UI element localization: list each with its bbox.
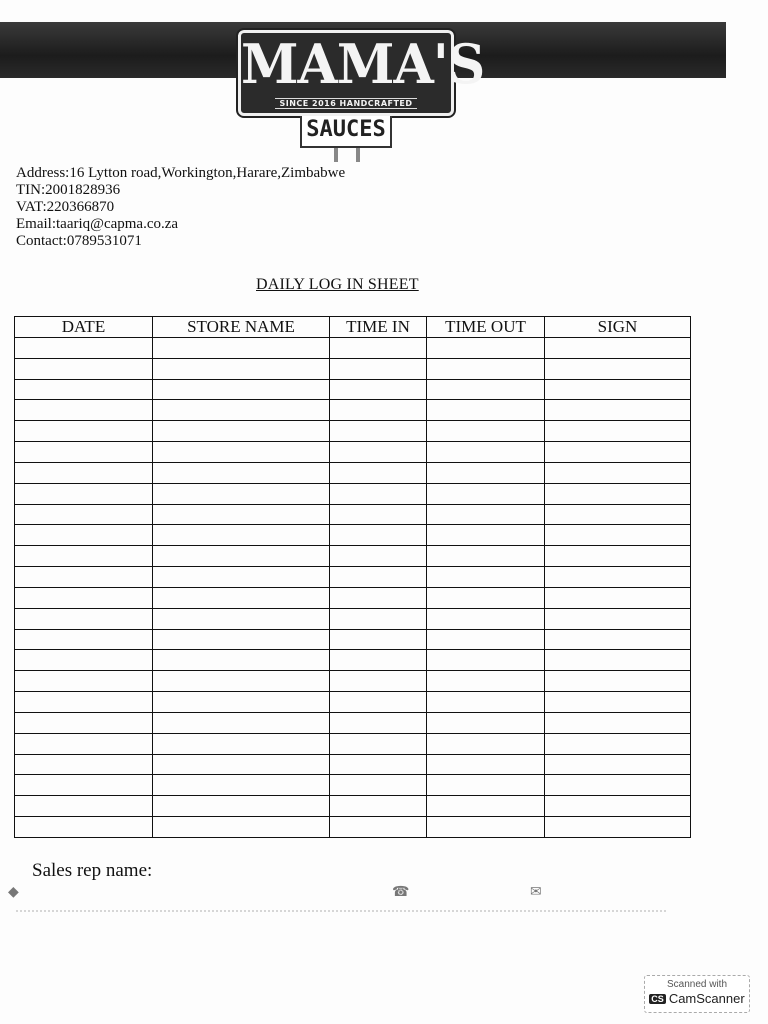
table-row [15,796,691,817]
cell-sign [545,796,691,817]
cell-time-out [427,733,545,754]
cell-time-in [330,442,427,463]
cell-time-out [427,712,545,733]
cell-date [15,442,153,463]
table-row [15,817,691,838]
company-address: Address:16 Lytton road,Workington,Harare,Zimbabwe [16,165,346,181]
cell-sign [545,358,691,379]
cell-time-out [427,692,545,713]
cell-time-out [427,358,545,379]
cell-time-out [427,567,545,588]
cell-sign [545,692,691,713]
cell-sign [545,733,691,754]
table-row [15,400,691,421]
cell-store-name [153,421,330,442]
cell-date [15,754,153,775]
table-row [15,462,691,483]
table-row [15,733,691,754]
cell-sign [545,712,691,733]
diamond-icon: ◆ [8,884,19,900]
cell-time-in [330,338,427,359]
cell-time-in [330,358,427,379]
cell-time-out [427,817,545,838]
column-header-time-out: TIME OUT [427,317,545,338]
table-row [15,546,691,567]
cell-time-out [427,754,545,775]
cell-store-name [153,650,330,671]
table-header-row [15,317,691,338]
company-info [16,165,345,250]
watermark-brand: CamScanner [668,991,745,1006]
cell-time-in [330,379,427,400]
cell-time-in [330,692,427,713]
cell-store-name [153,712,330,733]
cell-time-out [427,775,545,796]
table-row [15,338,691,359]
cell-sign [545,504,691,525]
cell-sign [545,338,691,359]
cell-time-in [330,504,427,525]
table-row [15,421,691,442]
cell-time-out [427,400,545,421]
cell-time-in [330,608,427,629]
cell-time-in [330,650,427,671]
cell-date [15,379,153,400]
cell-store-name [153,775,330,796]
cell-sign [545,400,691,421]
cell-time-out [427,421,545,442]
cell-date [15,775,153,796]
cell-time-in [330,567,427,588]
cell-store-name [153,796,330,817]
cell-time-in [330,671,427,692]
watermark-line1: Scanned with [666,979,728,990]
logo-main-text: MAMA'S [241,32,485,97]
table-row [15,379,691,400]
cell-sign [545,546,691,567]
cell-sign [545,379,691,400]
cell-date [15,817,153,838]
table-row [15,483,691,504]
cell-date [15,358,153,379]
cell-date [15,733,153,754]
table-row [15,692,691,713]
cell-date [15,671,153,692]
log-table [14,316,691,838]
cell-store-name [153,608,330,629]
cell-store-name [153,692,330,713]
cell-sign [545,650,691,671]
watermark-brand-row [645,991,749,1006]
cell-time-out [427,379,545,400]
cell-time-out [427,338,545,359]
company-contact: Contact:0789531071 [16,233,142,249]
table-row [15,504,691,525]
logo-tagline: SINCE 2016 HANDCRAFTED [275,98,416,109]
cell-time-in [330,712,427,733]
table-row [15,712,691,733]
cell-time-in [330,462,427,483]
sheet-title: DAILY LOG IN SHEET [256,276,419,293]
logo-stand [334,148,360,162]
table-row [15,358,691,379]
cell-time-in [330,775,427,796]
cell-time-out [427,608,545,629]
table-row [15,442,691,463]
table-row [15,650,691,671]
cell-store-name [153,546,330,567]
cell-sign [545,567,691,588]
table-row [15,629,691,650]
cell-date [15,421,153,442]
cell-sign [545,775,691,796]
cell-store-name [153,442,330,463]
cell-time-in [330,421,427,442]
cell-time-out [427,629,545,650]
table-row [15,608,691,629]
cell-sign [545,483,691,504]
cell-date [15,692,153,713]
table-row [15,775,691,796]
cell-time-in [330,733,427,754]
camscanner-logo-icon: CS [651,994,664,1004]
cell-store-name [153,567,330,588]
cell-sign [545,671,691,692]
cell-date [15,629,153,650]
table-row [15,525,691,546]
cell-date [15,567,153,588]
brand-logo [238,30,485,116]
cell-date [15,546,153,567]
cell-time-out [427,650,545,671]
cell-time-in [330,796,427,817]
cell-time-out [427,504,545,525]
sales-rep-label: Sales rep name: [32,860,153,881]
table-row [15,587,691,608]
cell-store-name [153,754,330,775]
cell-time-out [427,525,545,546]
table-row [15,671,691,692]
cell-time-out [427,587,545,608]
cell-store-name [153,587,330,608]
cell-store-name [153,379,330,400]
cell-date [15,650,153,671]
log-table-body [15,338,691,838]
cell-time-in [330,525,427,546]
cell-date [15,338,153,359]
cell-sign [545,462,691,483]
cell-store-name [153,817,330,838]
cell-date [15,462,153,483]
cell-store-name [153,629,330,650]
camscanner-watermark [644,975,750,1013]
table-row [15,567,691,588]
cell-time-in [330,587,427,608]
logo-sub-text: SAUCES [300,116,392,148]
cell-store-name [153,671,330,692]
cell-time-in [330,400,427,421]
cell-time-in [330,754,427,775]
cell-sign [545,525,691,546]
column-header-store-name: STORE NAME [153,317,330,338]
cell-sign [545,754,691,775]
column-header-sign: SIGN [545,317,691,338]
cell-date [15,712,153,733]
cell-store-name [153,733,330,754]
cell-time-out [427,442,545,463]
cell-sign [545,421,691,442]
company-vat: VAT:220366870 [16,199,115,215]
column-header-date: DATE [15,317,153,338]
cell-sign [545,442,691,463]
cell-date [15,608,153,629]
column-header-time-in: TIME IN [330,317,427,338]
cell-date [15,796,153,817]
cell-sign [545,608,691,629]
cell-time-out [427,462,545,483]
cell-store-name [153,504,330,525]
cell-date [15,504,153,525]
cell-time-out [427,546,545,567]
cell-sign [545,817,691,838]
cell-store-name [153,338,330,359]
cell-time-in [330,629,427,650]
cell-sign [545,587,691,608]
footer-divider [16,910,666,912]
cell-store-name [153,400,330,421]
cell-date [15,525,153,546]
cell-date [15,400,153,421]
envelope-icon: ✉ [530,884,542,900]
company-email: Email:taariq@capma.co.za [16,216,179,232]
cell-store-name [153,358,330,379]
company-tin: TIN:2001828936 [16,182,121,198]
cell-time-out [427,671,545,692]
cell-time-in [330,817,427,838]
cell-store-name [153,462,330,483]
cell-time-out [427,796,545,817]
cell-time-in [330,546,427,567]
table-row [15,754,691,775]
cell-sign [545,629,691,650]
cell-store-name [153,525,330,546]
cell-date [15,587,153,608]
cell-time-in [330,483,427,504]
cell-time-out [427,483,545,504]
cell-date [15,483,153,504]
cell-store-name [153,483,330,504]
phone-icon: ☎ [392,884,410,900]
